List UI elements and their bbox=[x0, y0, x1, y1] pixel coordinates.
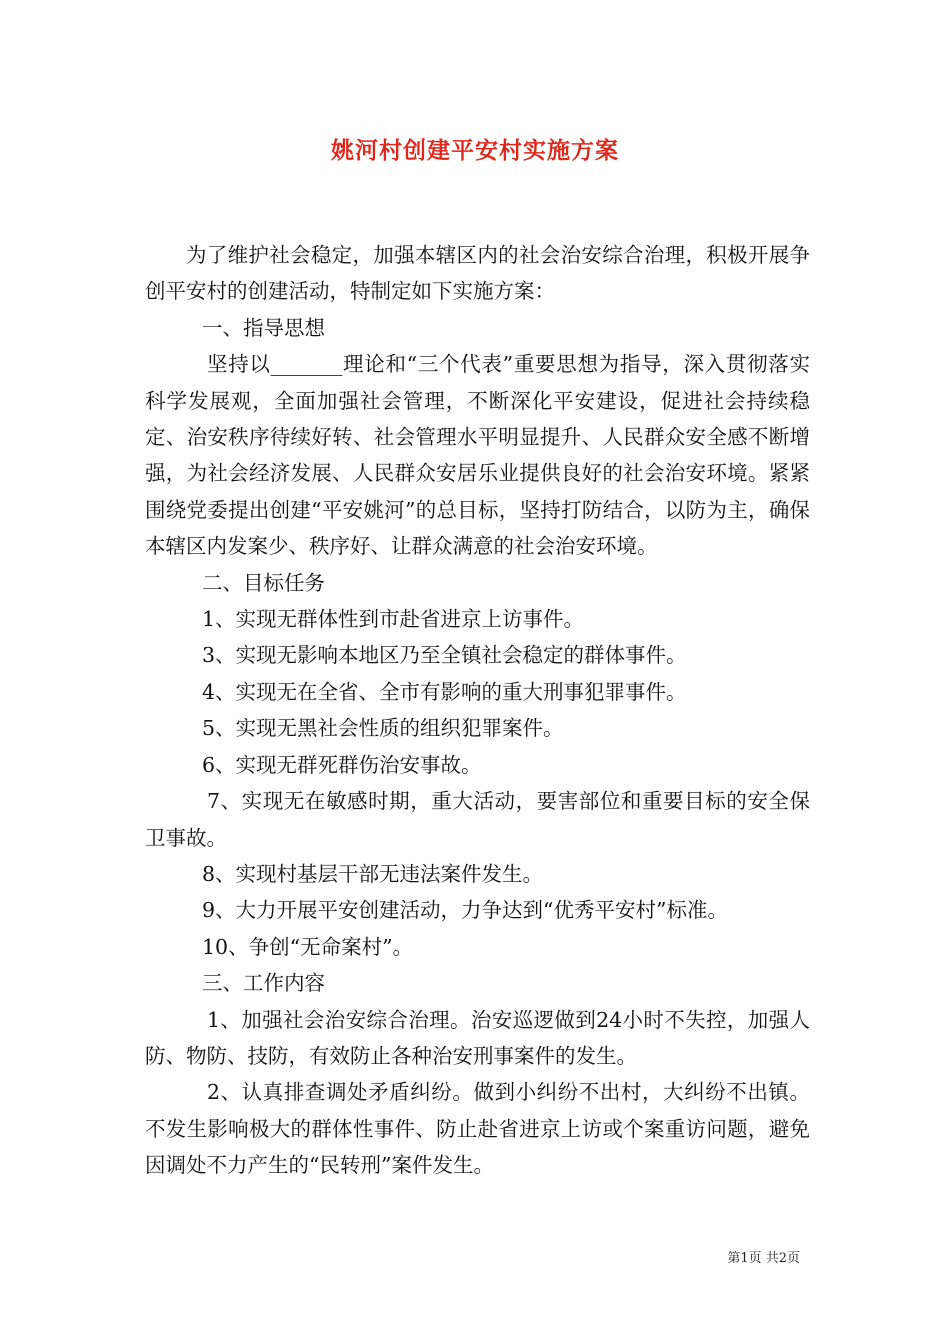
page-number: 第1页 共2页 bbox=[727, 1251, 800, 1266]
work-item: 2、认真排查调处矛盾纠纷。做到小纠纷不出村，大纠纷不出镇。不发生影响极大的群体性事件、防止赴省进京上访或个案重访问题，避免因调处不力产生的“民转刑”案件发生。 bbox=[145, 1080, 810, 1178]
guiding-thought-paragraph: 坚持以_______理论和“三个代表”重要思想为指导，深入贯彻落实科学发展观，全面加强社会管理，不断深化平安建设，促进社会持续稳定、治安秩序待续好转、社会管理水平明显提升、人民群众安全感不断增强，为社会经济发展、人民群众安居乐业提供良好的社会治安环境。紧紧围绕党委提出创建“平安姚河”的总目标，坚持打防结合，以防为主，确保本辖区内发案少、秩序好、让群众满意的社会治安环境。 bbox=[145, 352, 810, 559]
goal-item: 5、实现无黑社会性质的组织犯罪案件。 bbox=[202, 716, 564, 741]
intro-paragraph: 为了维护社会稳定，加强本辖区内的社会治安综合治理，积极开展争创平安村的创建活动，特制定如下实施方案： bbox=[145, 243, 810, 304]
goal-item: 6、实现无群死群伤治安事故。 bbox=[202, 752, 482, 777]
goal-item: 9、大力开展平安创建活动，力争达到“优秀平安村”标准。 bbox=[202, 898, 729, 923]
section-heading-work-content: 三、工作内容 bbox=[202, 971, 325, 996]
work-item: 1、加强社会治安综合治理。治安巡逻做到24小时不失控，加强人防、物防、技防，有效防止各种治安刑事案件的发生。 bbox=[145, 1007, 810, 1068]
goal-item: 8、实现村基层干部无违法案件发生。 bbox=[202, 861, 544, 886]
document-body bbox=[145, 237, 810, 1184]
goal-item: 1、实现无群体性到市赴省进京上访事件。 bbox=[202, 607, 585, 632]
document-title: 姚河村创建平安村实施方案 bbox=[331, 137, 619, 164]
goal-item: 3、实现无影响本地区乃至全镇社会稳定的群体事件。 bbox=[202, 643, 687, 668]
goal-item: 7、实现无在敏感时期，重大活动，要害部位和重要目标的安全保卫事故。 bbox=[145, 789, 810, 850]
goal-item: 10、争创“无命案村”。 bbox=[202, 934, 414, 959]
section-heading-goals: 二、目标任务 bbox=[202, 570, 325, 595]
goal-item: 4、实现无在全省、全市有影响的重大刑事犯罪事件。 bbox=[202, 679, 687, 704]
section-heading-guiding-thought: 一、指导思想 bbox=[202, 315, 325, 340]
